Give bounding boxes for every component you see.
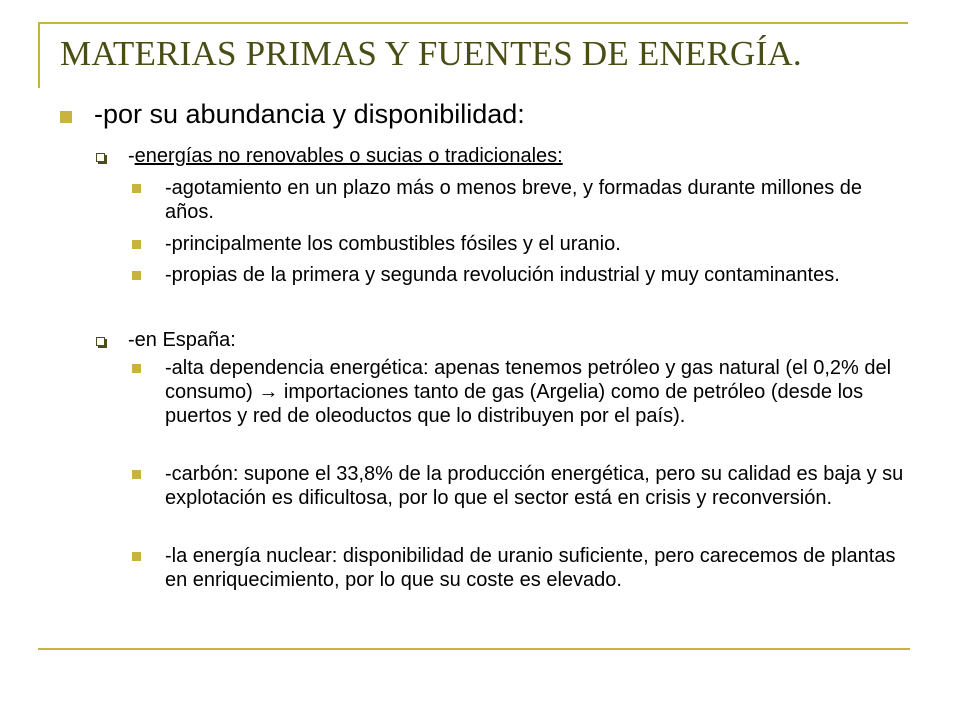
top-rule <box>38 22 908 24</box>
square-bullet-icon <box>132 184 141 193</box>
main-bullet-text: -por su abundancia y disponibilidad: <box>94 99 525 129</box>
square-bullet-icon <box>132 271 141 280</box>
hollow-square-bullet-icon <box>96 337 105 346</box>
hollow-square-bullet-icon <box>96 153 105 162</box>
section-heading-underlined: energías no renovables o sucias o tradicionales: <box>134 145 563 167</box>
list-item-text: -carbón: supone el 33,8% de la producción energética, pero su calidad es baja y su explotación es dificultosa, por lo que el sector está en crisis y reconversión. <box>165 463 904 509</box>
square-bullet-icon <box>132 552 141 561</box>
slide-title: MATERIAS PRIMAS Y FUENTES DE ENERGÍA. <box>60 34 802 73</box>
list-item-text: -la energía nuclear: disponibilidad de uranio suficiente, pero carecemos de plantas en enriquecimiento, por lo que su coste es elevado. <box>165 545 896 591</box>
left-accent-line <box>38 22 40 88</box>
section-heading <box>128 328 236 352</box>
section-heading-text: -en España: <box>128 329 236 351</box>
square-bullet-icon <box>132 470 141 479</box>
square-bullet-icon <box>60 111 72 123</box>
section-heading: -energías no renovables o sucias o tradicionales: <box>128 145 563 167</box>
list-item-text: -principalmente los combustibles fósiles y el uranio. <box>165 233 621 255</box>
list-item-text: -alta dependencia energética: apenas tenemos petróleo y gas natural (el 0,2% del consumo) → importaciones tanto de gas (Argelia) como de petróleo (desde los puertos y red de oleoductos que lo distribuyen por el país). <box>165 357 892 427</box>
list-item-text: -propias de la primera y segunda revolución industrial y muy contaminantes. <box>165 264 840 286</box>
square-bullet-icon <box>132 364 141 373</box>
list-item-text: -agotamiento en un plazo más o menos breve, y formadas durante millones de años. <box>165 177 863 223</box>
bottom-rule <box>38 648 910 650</box>
square-bullet-icon <box>132 240 141 249</box>
